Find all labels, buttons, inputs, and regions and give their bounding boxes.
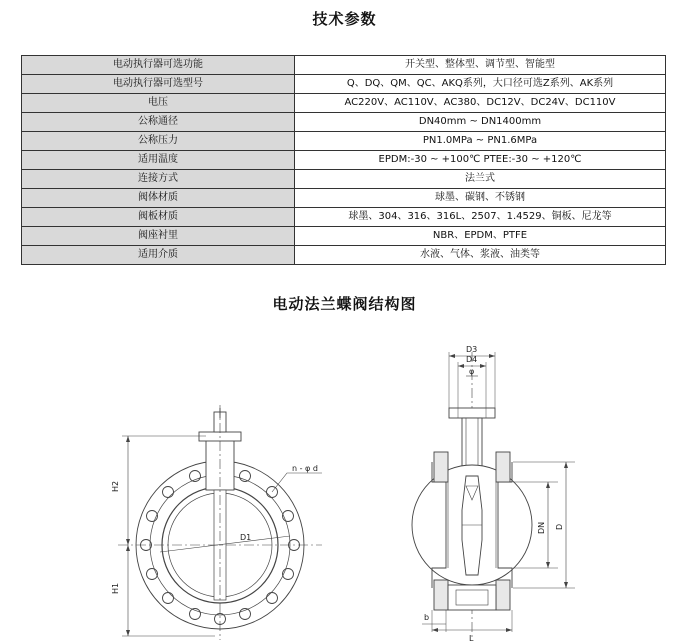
side-view	[412, 352, 575, 640]
row-label: 公称压力	[22, 132, 295, 151]
row-value: NBR、EPDM、PTFE	[295, 227, 666, 246]
dim-d: D	[555, 523, 564, 530]
row-value: DN40mm ~ DN1400mm	[295, 113, 666, 132]
row-label: 公称通径	[22, 113, 295, 132]
row-label: 连接方式	[22, 170, 295, 189]
row-value: PN1.0MPa ~ PN1.6MPa	[295, 132, 666, 151]
dim-phi: φ	[469, 367, 475, 376]
dim-h1: H1	[111, 582, 120, 594]
row-value: EPDM:-30 ~ +100℃ PTEE:-30 ~ +120℃	[295, 151, 666, 170]
spec-title: 技术参数	[312, 10, 377, 28]
row-label: 电压	[22, 94, 295, 113]
row-value: 法兰式	[295, 170, 666, 189]
dim-d1: D1	[240, 533, 252, 542]
dim-b: b	[424, 613, 430, 622]
row-value: 水液、气体、浆液、油类等	[295, 246, 666, 265]
row-value: AC220V、AC110V、AC380、DC12V、DC24V、DC110V	[295, 94, 666, 113]
row-label: 电动执行器可选型号	[22, 75, 295, 94]
dim-l: L	[469, 634, 474, 643]
row-value: 球墨、304、316、316L、2507、1.4529、铜板、尼龙等	[295, 208, 666, 227]
drawing-title: 电动法兰蝶阀结构图	[272, 295, 417, 313]
row-value: Q、DQ、QM、QC、AKQ系列，大口径可选Z系列、AK系列	[295, 75, 666, 94]
row-label: 适用温度	[22, 151, 295, 170]
row-label: 电动执行器可选功能	[22, 56, 295, 75]
row-label: 适用介质	[22, 246, 295, 265]
dim-bolt-holes: n - φ d	[292, 464, 318, 473]
row-value: 球墨、碳钢、不锈钢	[295, 189, 666, 208]
row-label: 阀板材质	[22, 208, 295, 227]
row-label: 阀座衬里	[22, 227, 295, 246]
front-view	[118, 405, 322, 640]
row-label: 阀体材质	[22, 189, 295, 208]
row-value: 开关型、整体型、调节型、智能型	[295, 56, 666, 75]
dim-dn: DN	[537, 521, 546, 534]
dim-d3: D3	[466, 345, 478, 354]
dim-d4: D4	[466, 355, 478, 364]
dim-h2: H2	[111, 480, 120, 492]
